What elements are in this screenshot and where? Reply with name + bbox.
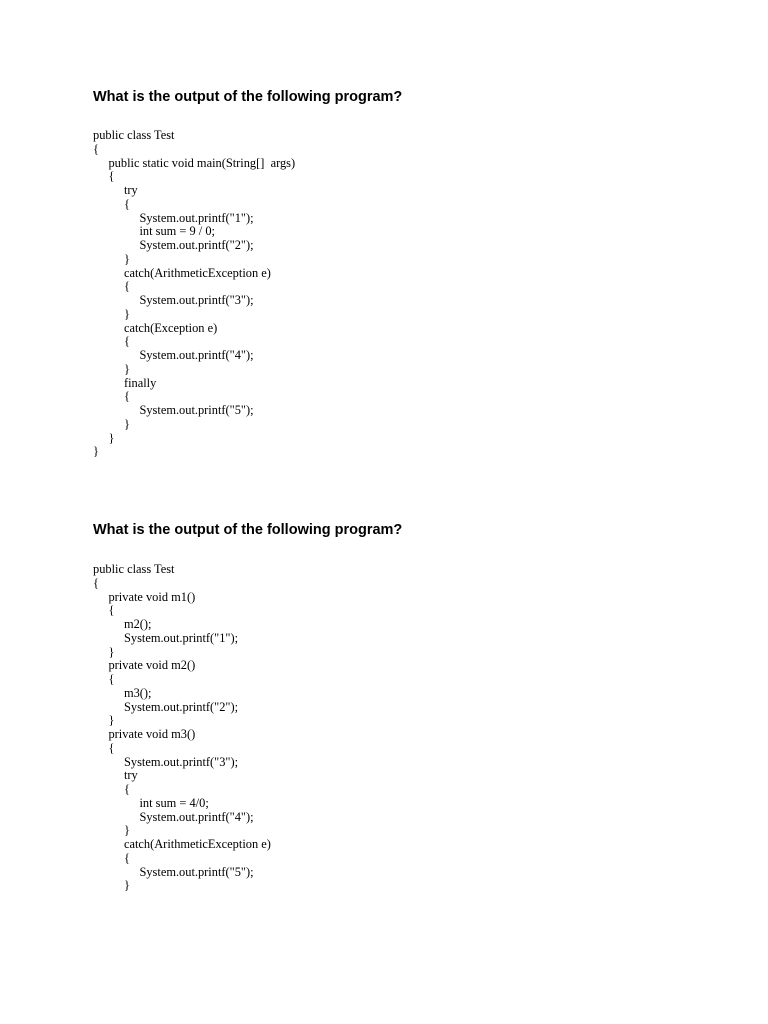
question-2-code-block bbox=[93, 563, 271, 893]
code-line: System.out.printf("4"); bbox=[93, 809, 254, 824]
code-line: System.out.printf("3"); bbox=[93, 754, 239, 769]
code-line: { bbox=[93, 575, 99, 590]
code-line: } bbox=[93, 713, 115, 728]
code-line: public class Test bbox=[93, 128, 175, 142]
code-line: System.out.printf("2"); bbox=[93, 238, 254, 252]
code-line: private void m3() bbox=[93, 727, 196, 741]
code-line: System.out.printf("1"); bbox=[93, 210, 254, 225]
code-line: System.out.printf("5"); bbox=[93, 403, 254, 417]
code-line: { bbox=[93, 850, 130, 865]
code-line: System.out.printf("1"); bbox=[93, 630, 239, 645]
code-line: { bbox=[93, 169, 115, 184]
code-line: System.out.printf("3"); bbox=[93, 293, 254, 307]
code-line: catch(Exception e) bbox=[93, 320, 218, 335]
code-line: { bbox=[93, 782, 130, 796]
code-line: System.out.printf("5"); bbox=[93, 864, 254, 879]
code-line: { bbox=[93, 603, 115, 618]
code-line: public static void main(String[] args) bbox=[93, 155, 296, 170]
code-line: } bbox=[93, 644, 115, 659]
code-line: { bbox=[93, 389, 130, 404]
code-line: { bbox=[93, 672, 115, 686]
code-line: { bbox=[93, 334, 130, 349]
code-line: } bbox=[93, 430, 115, 445]
code-line: { bbox=[93, 740, 115, 755]
code-line: m3(); bbox=[93, 685, 152, 700]
question-1-prompt: What is the output of the following program? bbox=[93, 89, 403, 105]
code-line: System.out.printf("2"); bbox=[93, 699, 239, 714]
code-line: int sum = 9 / 0; bbox=[93, 224, 215, 239]
code-line: catch(ArithmeticException e) bbox=[93, 837, 271, 851]
question-2-prompt: What is the output of the following program? bbox=[93, 522, 403, 538]
code-line: } bbox=[93, 251, 130, 266]
code-line: try bbox=[93, 183, 138, 197]
code-line: } bbox=[93, 823, 130, 838]
code-line: System.out.printf("4"); bbox=[93, 348, 254, 362]
code-line: private void m1() bbox=[93, 589, 196, 604]
code-line: { bbox=[93, 279, 130, 294]
code-line: } bbox=[93, 306, 130, 321]
code-line: finally bbox=[93, 375, 157, 390]
code-line: try bbox=[93, 768, 138, 783]
code-line: } bbox=[93, 361, 130, 376]
code-line: m2(); bbox=[93, 617, 152, 631]
code-line: private void m2() bbox=[93, 658, 196, 673]
code-line: } bbox=[93, 878, 130, 893]
code-line: catch(ArithmeticException e) bbox=[93, 265, 271, 280]
code-line: { bbox=[93, 196, 130, 211]
code-line: int sum = 4/0; bbox=[93, 795, 209, 810]
code-line: } bbox=[93, 444, 99, 459]
code-line: } bbox=[93, 416, 130, 431]
code-line: public class Test bbox=[93, 562, 175, 576]
question-1-code-block bbox=[93, 129, 295, 459]
code-line: { bbox=[93, 141, 99, 156]
